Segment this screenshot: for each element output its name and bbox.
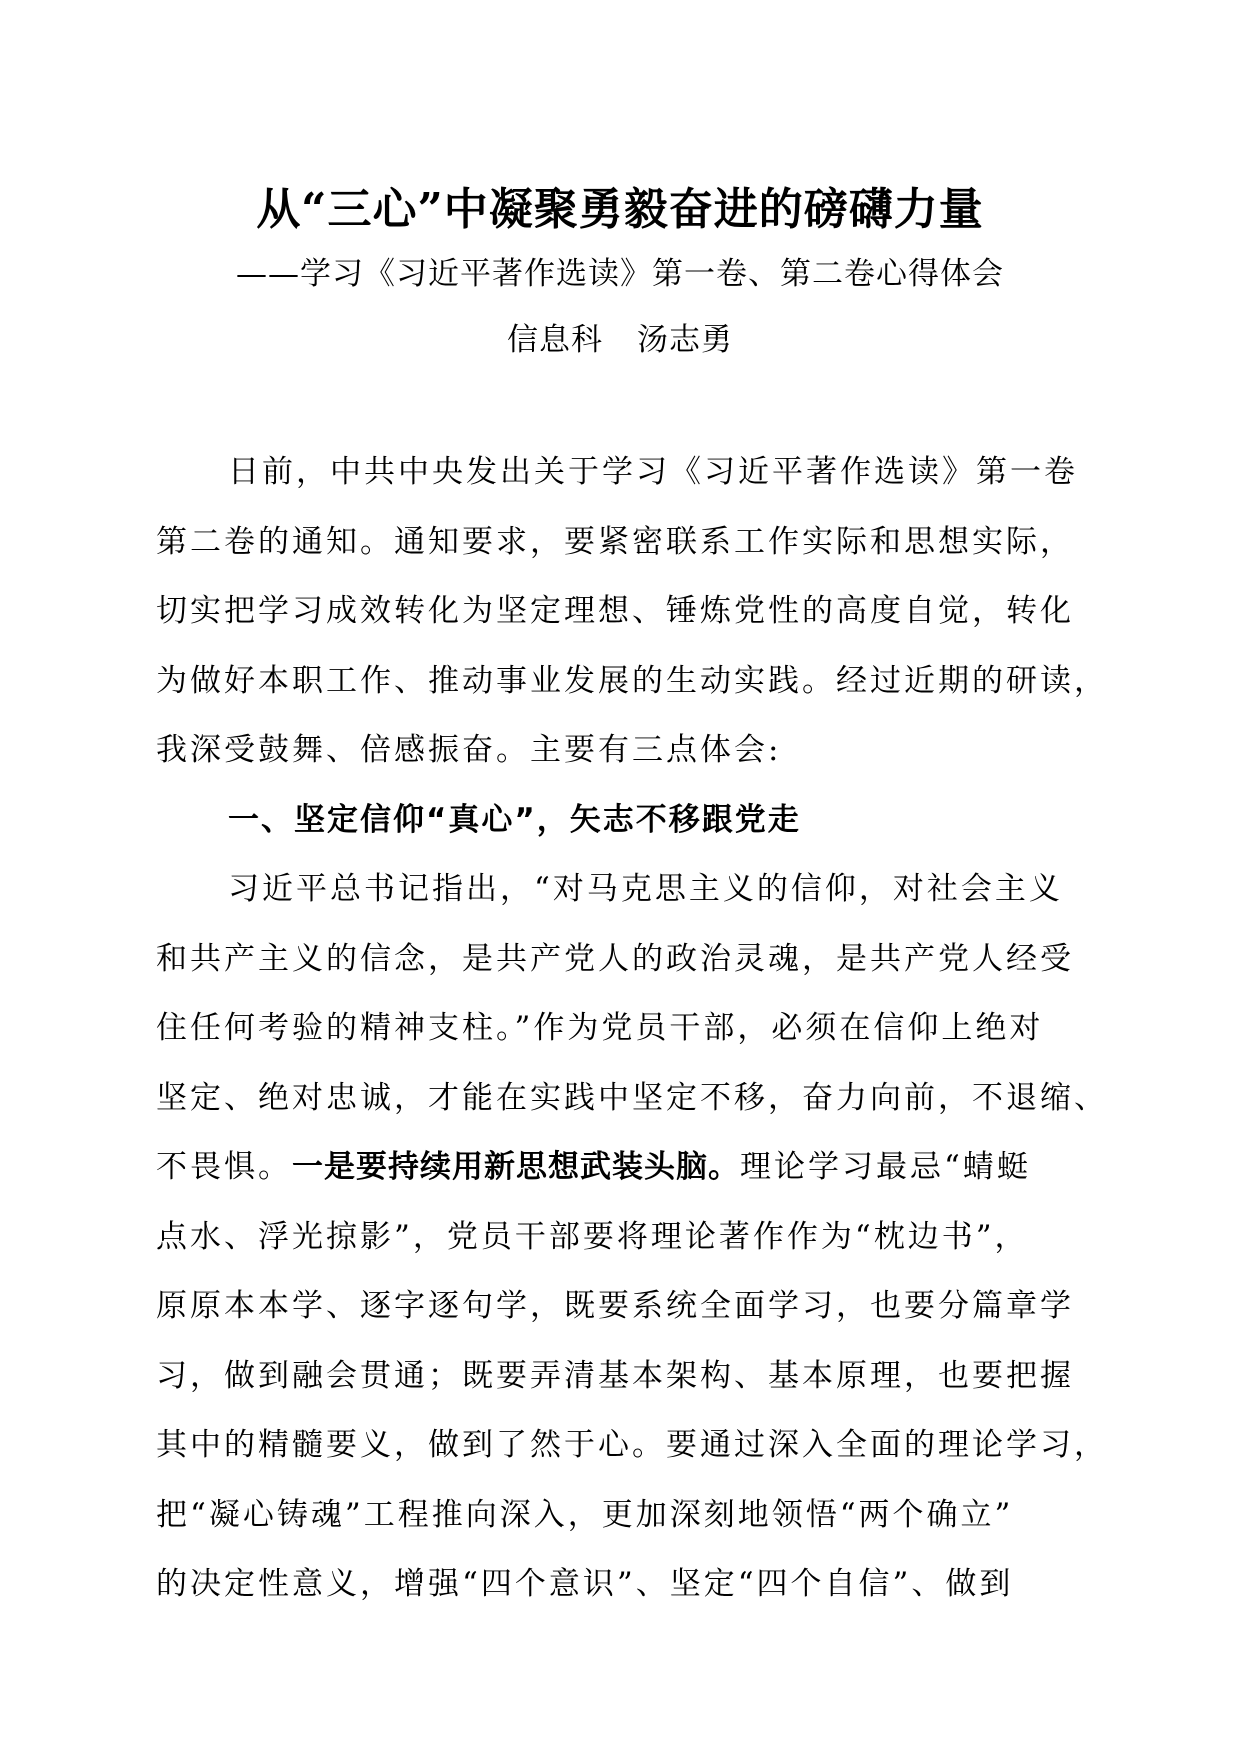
section-heading: 一、坚定信仰“真心”，矢志不移跟党走 [228,801,801,838]
author-name: 汤志勇 [637,322,733,358]
bold-key-point: 一是要持续用新思想武装头脑。 [292,1149,740,1185]
line-text: 理论学习最忌“蜻蜓 [740,1149,1031,1185]
paragraph-line: 日前，中共中央发出关于学习《习近平著作选读》第一卷 [228,454,1078,490]
paragraph-line: 我深受鼓舞、倍感振奋。主要有三点体会: [156,732,782,768]
document-subtitle: ——学习《习近平著作选读》第一卷、第二卷心得体会 [236,256,1004,292]
line-text: 不畏惧。 [156,1149,292,1185]
paragraph-line: 第二卷的通知。通知要求，要紧密联系工作实际和思想实际， [156,523,1074,560]
paragraph-line: 住任何考验的精神支柱。”作为党员干部，必须在信仰上绝对 [156,1010,1044,1046]
paragraph-line-mixed [156,1142,1096,1212]
paragraph-line: 的决定性意义，增强“四个意识”、坚定“四个自信”、做到 [156,1566,1014,1602]
paragraph-line: 点水、浮光掠影”，党员干部要将理论著作作为“枕边书”， [156,1218,1029,1255]
author-line [0,318,1240,362]
paragraph-line: 习，做到融会贯通；既要弄清基本架构、基本原理，也要把握 [156,1357,1074,1394]
document-title: 从“三心”中凝聚勇毅奋进的磅礴力量 [256,184,984,235]
paragraph-line: 切实把学习成效转化为坚定理想、锤炼党性的高度自觉，转化 [156,593,1074,629]
document-body [156,447,1108,1629]
paragraph-line: 原原本本学、逐字逐句学，既要系统全面学习，也要分篇章学 [156,1288,1074,1324]
paragraph-line: 习近平总书记指出，“对马克思主义的信仰，对社会主义 [228,871,1063,907]
paragraph-line: 坚定、绝对忠诚，才能在实践中坚定不移，奋力向前，不退缩、 [156,1079,1108,1116]
paragraph-line: 把“凝心铸魂”工程推向深入，更加深刻地领悟“两个确立” [156,1496,1014,1533]
author-department: 信息科 [507,322,603,358]
paragraph-line: 为做好本职工作、推动事业发展的生动实践。经过近期的研读， [156,662,1108,699]
paragraph-line: 和共产主义的信念，是共产党人的政治灵魂，是共产党人经受 [156,940,1074,977]
paragraph-line: 其中的精髓要义，做到了然于心。要通过深入全面的理论学习， [156,1427,1108,1463]
